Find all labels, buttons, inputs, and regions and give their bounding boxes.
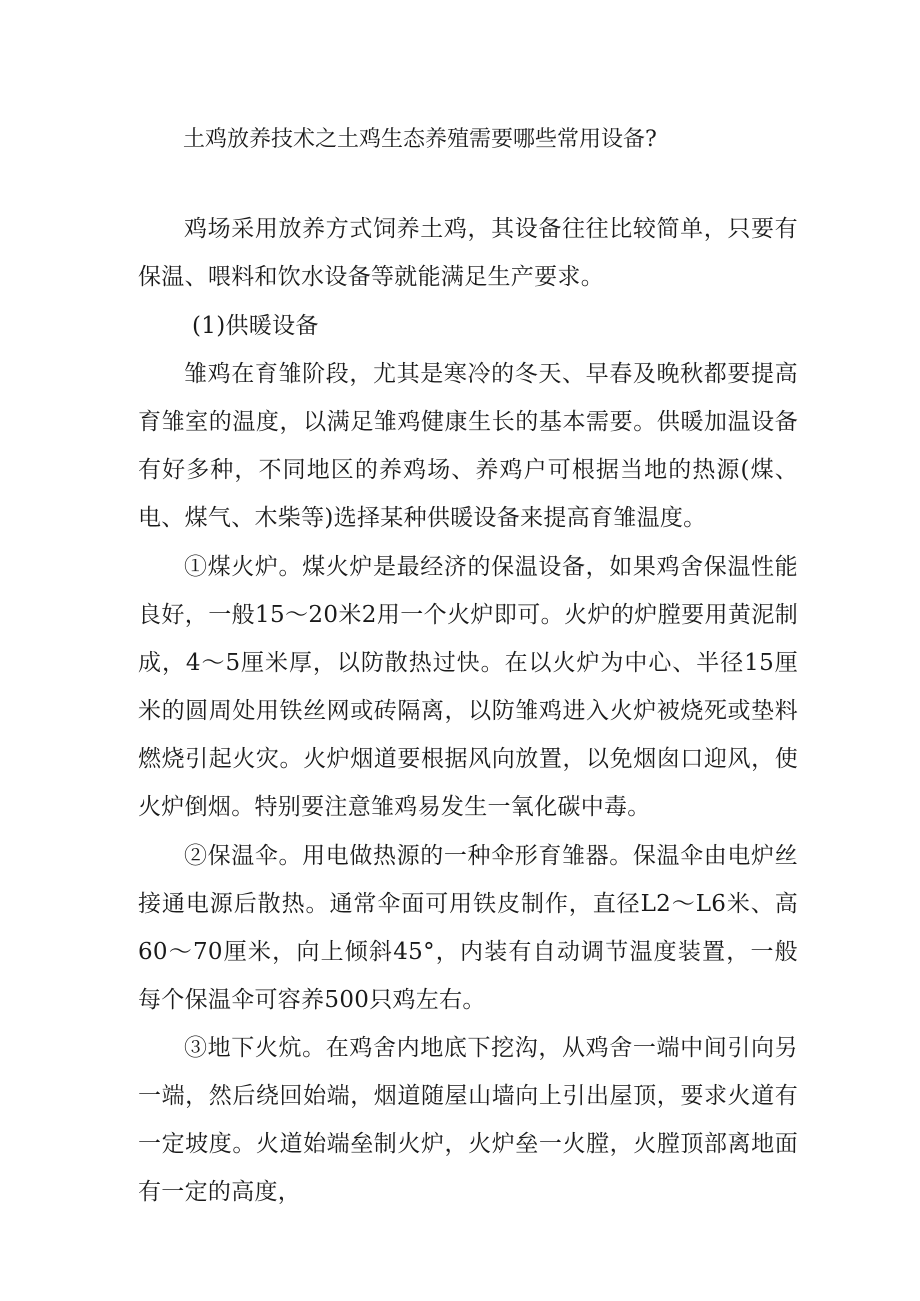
heating-paragraph: 雏鸡在育雏阶段，尤其是寒冷的冬天、早春及晚秋都要提高育雏室的温度，以满足雏鸡健康生长的基本需要。供暖加温设备有好多种，不同地区的养鸡场、养鸡户可根据当地的热源(煤、电、煤气、木柴等)选择某种供暖设备来提高育雏温度。 [138, 361, 798, 531]
section-heading-heating: (1)供暖设备 [192, 313, 319, 339]
document-title: 土鸡放养技术之土鸡生态养殖需要哪些常用设备? [183, 127, 657, 152]
coal-stove-paragraph: ①煤火炉。煤火炉是最经济的保温设备，如果鸡舍保温性能良好，一般15～20米2用一个火炉即可。火炉的炉膛要用黄泥制成，4～5厘米厚，以防散热过快。在以火炉为中心、半径15厘米的圆周处用铁丝网或砖隔离，以防雏鸡进入火炉被烧死或垫料燃烧引起火灾。火炉烟道要根据风向放置，以免烟囱口迎风，使火炉倒烟。特别要注意雏鸡易发生一氧化碳中毒。 [138, 554, 798, 820]
intro-paragraph: 鸡场采用放养方式饲养土鸡，其设备往往比较简单，只要有保温、喂料和饮水设备等就能满足生产要求。 [138, 216, 798, 290]
heat-umbrella-paragraph: ②保温伞。用电做热源的一种伞形育雏器。保温伞由电炉丝接通电源后散热。通常伞面可用铁皮制作，直径L2～L6米、高60～70厘米，向上倾斜45°，内装有自动调节温度装置，一般每个保温伞可容养500只鸡左右。 [138, 843, 798, 1013]
underground-kang-paragraph: ③地下火炕。在鸡舍内地底下挖沟，从鸡舍一端中间引向另一端，然后绕回始端，烟道随屋山墙向上引出屋顶，要求火道有一定坡度。火道始端垒制火炉，火炉垒一火膛，火膛顶部离地面有一定的高度， [138, 1035, 798, 1205]
